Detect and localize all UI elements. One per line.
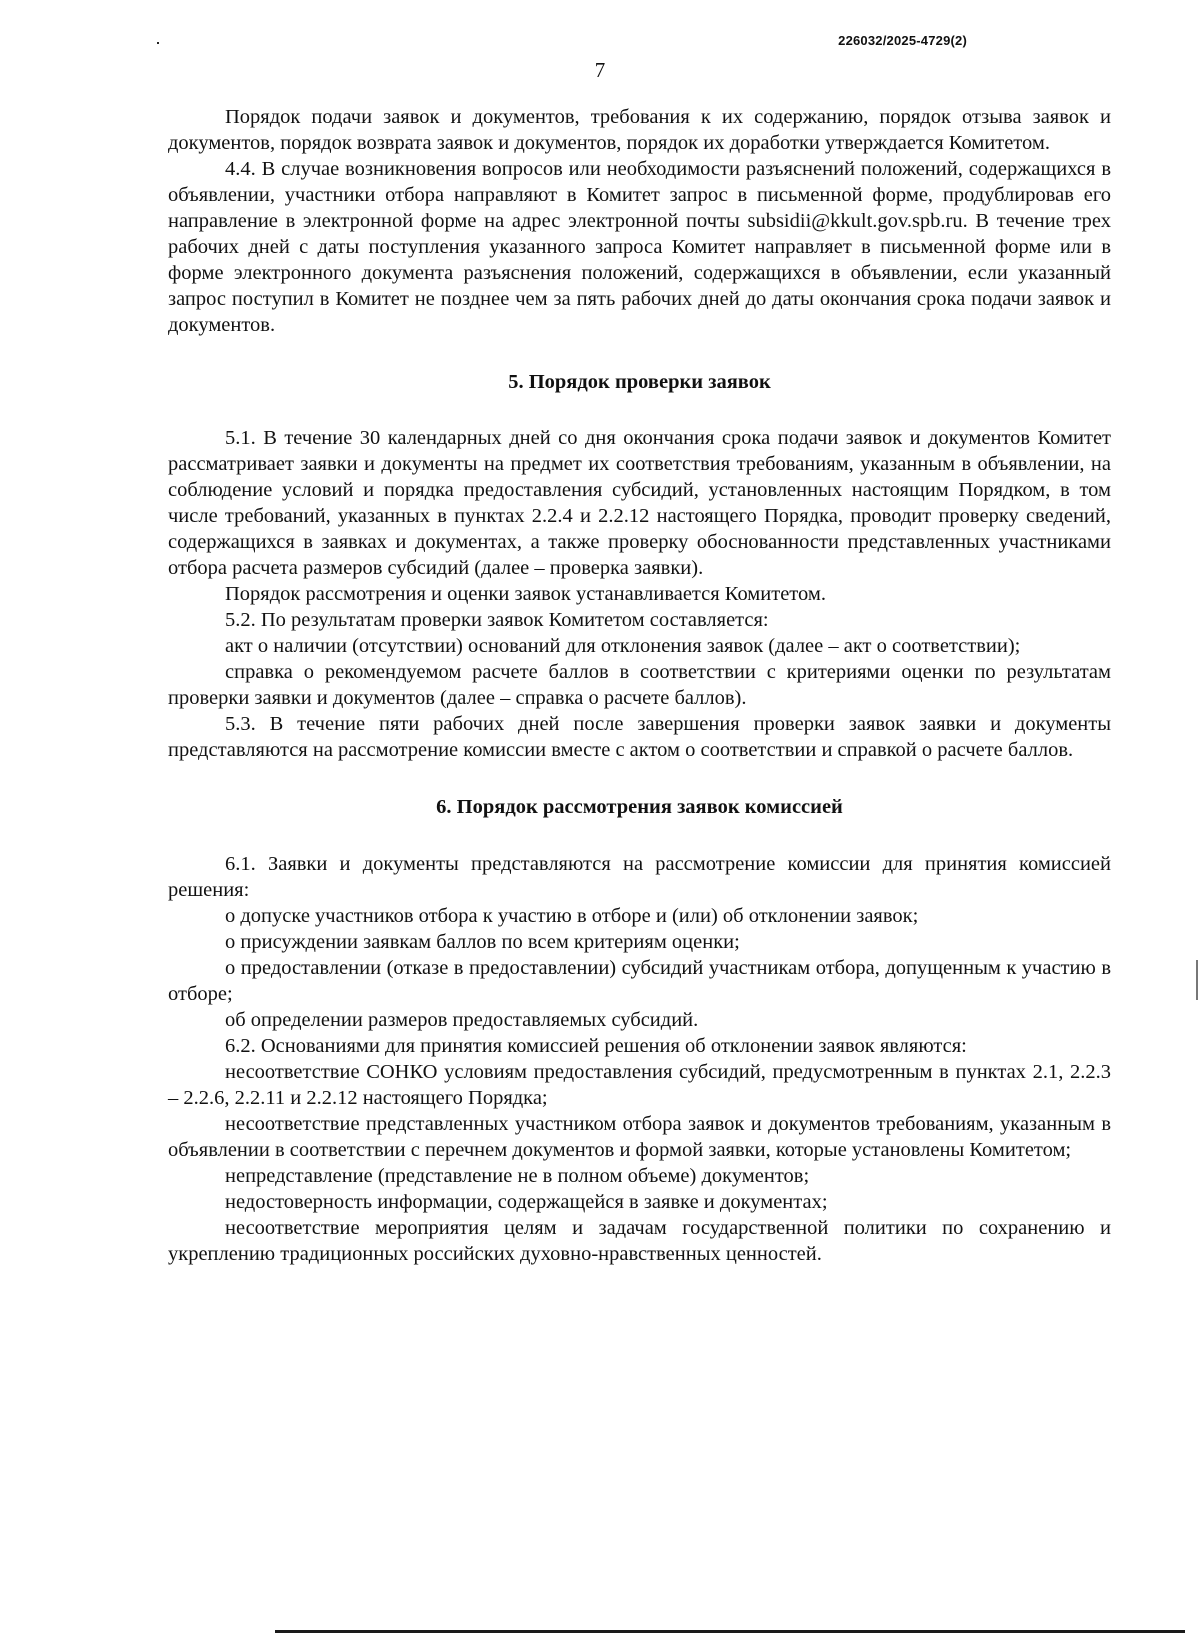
document-registration-number: 226032/2025-4729(2): [838, 33, 967, 48]
paragraph-application-procedure: Порядок подачи заявок и документов, требования к их содержанию, порядок отзыва заявок и документов, порядок возврата заявок и документов, порядок их доработки утверждается Комитетом.: [168, 106, 1111, 154]
paragraph-review-procedure: Порядок рассмотрения и оценки заявок устанавливается Комитетом.: [225, 583, 826, 605]
paragraph-score-reference: справка о рекомендуемом расчете баллов в соответствии с критериями оценки по результатам проверки заявки и документов (далее – справка о расчете баллов).: [168, 661, 1111, 709]
scan-right-edge-mark: [1196, 960, 1198, 1000]
list-item-policy-noncompliance: несоответствие мероприятия целям и задачам государственной политики по сохранению и укреплению традиционных российских духовно-нравственных ценностей.: [168, 1217, 1111, 1265]
list-item-scoring: о присуждении заявкам баллов по всем критериям оценки;: [225, 931, 740, 953]
list-item-documents-noncompliance: несоответствие представленных участником отбора заявок и документов требованиям, указанным в объявлении в соответствии с перечнем документов и формой заявки, которые установлены Комитетом;: [168, 1113, 1111, 1161]
list-item-subsidy-amount: об определении размеров предоставляемых субсидий.: [225, 1009, 699, 1031]
scan-speck: [157, 42, 159, 44]
scan-bottom-edge-line: [275, 1630, 1185, 1633]
document-body: [168, 104, 1111, 1267]
paragraph-6-2: 6.2. Основаниями для принятия комиссией решения об отклонении заявок являются:: [225, 1035, 967, 1057]
paragraph-5-3: 5.3. В течение пяти рабочих дней после завершения проверки заявок заявки и документы представляются на рассмотрение комиссии вместе с актом о соответствии и справкой о расчете баллов.: [168, 713, 1111, 761]
list-item-unreliable-info: недостоверность информации, содержащейся в заявке и документах;: [225, 1191, 828, 1213]
list-item-documents-missing: непредставление (представление не в полном объеме) документов;: [225, 1165, 810, 1187]
section-5-heading: 5. Порядок проверки заявок: [508, 371, 771, 393]
section-6-heading: 6. Порядок рассмотрения заявок комиссией: [436, 796, 843, 818]
paragraph-6-1: 6.1. Заявки и документы представляются на рассмотрение комиссии для принятия комиссией решения:: [168, 853, 1111, 901]
paragraph-4-4: 4.4. В случае возникновения вопросов или необходимости разъяснений положений, содержащихся в объявлении, участники отбора направляют в Комитет запрос в письменной форме, продублировав его направление в электронной форме на адрес электронной почты subsidii@kkult.gov.spb.ru. В течение трех рабочих дней с даты поступления указанного запроса Комитет направляет в письменной форме или в форме электронного документа разъяснения положений, содержащихся в объявлении, если указанный запрос поступил в Комитет не позднее чем за пять рабочих дней до даты окончания срока подачи заявок и документов.: [168, 158, 1111, 336]
list-item-sonko-noncompliance: несоответствие СОНКО условиям предоставления субсидий, предусмотренным в пунктах 2.1, 2.2.3 – 2.2.6, 2.2.11 и 2.2.12 настоящего Порядка;: [168, 1061, 1111, 1109]
list-item-admission: о допуске участников отбора к участию в отборе и (или) об отклонении заявок;: [225, 905, 919, 927]
paragraph-5-2: 5.2. По результатам проверки заявок Комитетом составляется:: [225, 609, 769, 631]
paragraph-act-of-compliance: акт о наличии (отсутствии) оснований для отклонения заявок (далее – акт о соответствии);: [225, 635, 1021, 657]
paragraph-5-1: 5.1. В течение 30 календарных дней со дня окончания срока подачи заявок и документов Комитет рассматривает заявки и документы на предмет их соответствия требованиям, указанным в объявлении, на соблюдение условий и порядка предоставления субсидий, установленных настоящим Порядком, в том числе требований, указанных в пунктах 2.2.4 и 2.2.12 настоящего Порядка, проводит проверку сведений, содержащихся в заявках и документах, а также проверку обоснованности представленных участниками отбора расчета размеров субсидий (далее – проверка заявки).: [168, 427, 1111, 579]
page-number: 7: [594, 58, 606, 82]
list-item-grant-decision: о предоставлении (отказе в предоставлении) субсидий участникам отбора, допущенным к участию в отборе;: [168, 957, 1111, 1005]
